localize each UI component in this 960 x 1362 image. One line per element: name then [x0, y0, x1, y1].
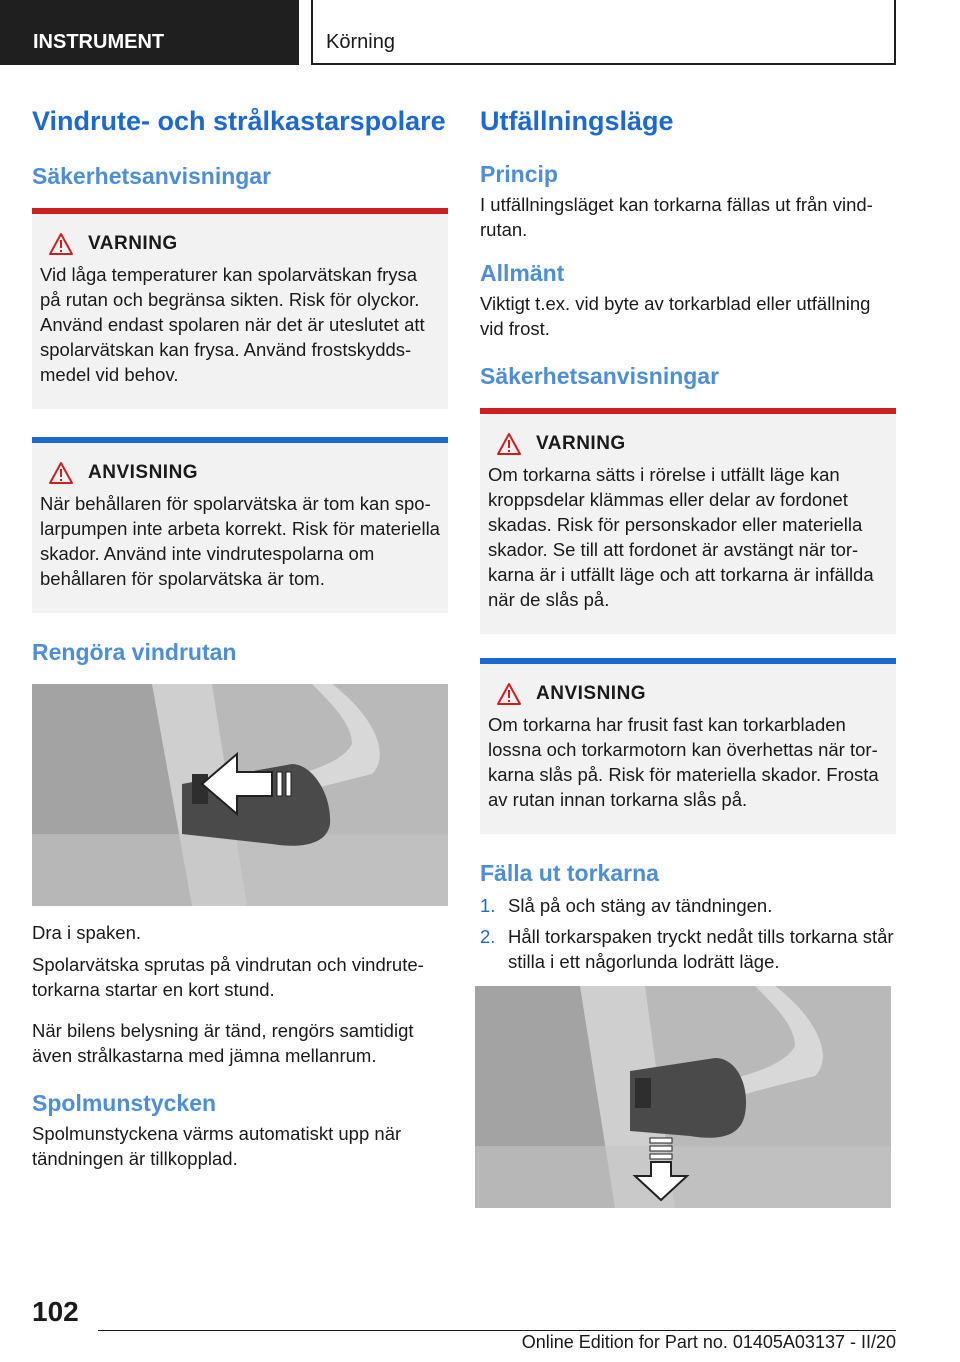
warning-triangle-icon — [496, 432, 522, 456]
warning-header — [496, 432, 888, 456]
footer-divider — [98, 1330, 896, 1331]
right-column — [480, 96, 896, 1208]
notice-text: Om torkarna har frusit fast kan torkarbladen lossna och torkarmotorn kan överhettas när torkarna slås på. Risk för materiella skador. Frosta av rutan innan torkarna slås på. — [488, 714, 879, 810]
left-column — [32, 96, 448, 1171]
warning-triangle-icon — [48, 232, 74, 256]
wiper-lever-push-photo — [475, 986, 891, 1208]
page-number: 102 — [32, 1296, 79, 1327]
clean-windshield-heading: Rengöra vindrutan — [32, 639, 237, 665]
general-text: Viktigt t.ex. vid byte av torkarblad eller utfällning vid frost. — [480, 293, 871, 339]
safety-heading-left: Säkerhetsanvisningar — [32, 163, 272, 189]
notice-box-left — [32, 437, 448, 613]
notice-header — [496, 682, 888, 706]
principle-text: I utfällningsläget kan torkarna fällas ut från vindrutan. — [480, 194, 873, 240]
notice-title: ANVISNING — [88, 462, 199, 483]
spray-text: Spolarvätska sprutas på vindrutan och vindrutetorkarna startar en kort stund. — [32, 954, 424, 1000]
warning-triangle-icon — [48, 461, 74, 485]
notice-text: När behållaren för spolarvätska är tom kan spolarpumpen inte arbeta korrekt. Risk för materiella skador. Använd inte vindrutespolarna om behållaren för spolarvätska är tom. — [40, 493, 440, 589]
nozzles-text: Spolmunstyckena värms automatiskt upp när tändningen är tillkopplad. — [32, 1123, 402, 1169]
page-title-fold-out: Utfällningsläge — [480, 106, 674, 136]
pull-lever-text: Dra i spaken. — [32, 922, 141, 943]
fold-out-heading: Fälla ut torkarna — [480, 860, 659, 886]
step-number: 1. — [480, 895, 496, 916]
principle-heading: Princip — [480, 161, 558, 187]
fold-out-steps — [480, 893, 896, 974]
notice-header — [48, 461, 440, 485]
warning-header — [48, 232, 440, 256]
warning-text: Om torkarna sätts i rörelse i utfällt läge kan kroppsdelar klämmas eller delar av fordonet skadas. Risk för personskador eller materiella skador. Se till att fordonet är avstängt när torkarna är i utfällt läge och att torkarna är infällda när de slås på. — [488, 464, 874, 610]
edition-text: Online Edition for Part no. 01405A03137 - II/20 — [521, 1332, 896, 1352]
header-section: INSTRUMENT — [0, 0, 299, 65]
warning-title: VARNING — [536, 433, 626, 454]
step-item — [480, 893, 896, 918]
page-title-washer: Vindrute- och strålkastarspolare — [32, 106, 446, 136]
safety-heading-right: Säkerhetsanvisningar — [480, 363, 720, 389]
warning-title: VARNING — [88, 233, 178, 254]
notice-title: ANVISNING — [536, 683, 647, 704]
headlight-cleaning-text: När bilens belysning är tänd, rengörs samtidigt även strålkastarna med jämna mellanrum. — [32, 1020, 414, 1066]
warning-triangle-icon — [496, 682, 522, 706]
wiper-lever-pull-photo — [32, 684, 448, 906]
notice-box-right — [480, 658, 896, 834]
step-text: Håll torkarspaken tryckt nedåt tills torkarna står stilla i ett någorlunda lodrätt läge. — [508, 926, 894, 972]
general-heading: Allmänt — [480, 260, 565, 286]
step-text: Slå på och stäng av tändningen. — [508, 895, 773, 916]
warning-box-right — [480, 408, 896, 634]
warning-box-left — [32, 208, 448, 409]
step-item — [480, 924, 896, 974]
nozzles-heading: Spolmunstycken — [32, 1090, 217, 1116]
warning-text: Vid låga temperaturer kan spolarvätskan frysa på rutan och begränsa sikten. Risk för olyckor. Använd endast spolaren när det är uteslutet att spolarvätskan kan frysa. Använd frostskyddsmedel vid behov. — [40, 264, 425, 385]
header-chapter: Körning — [311, 0, 896, 65]
step-number: 2. — [480, 926, 496, 947]
